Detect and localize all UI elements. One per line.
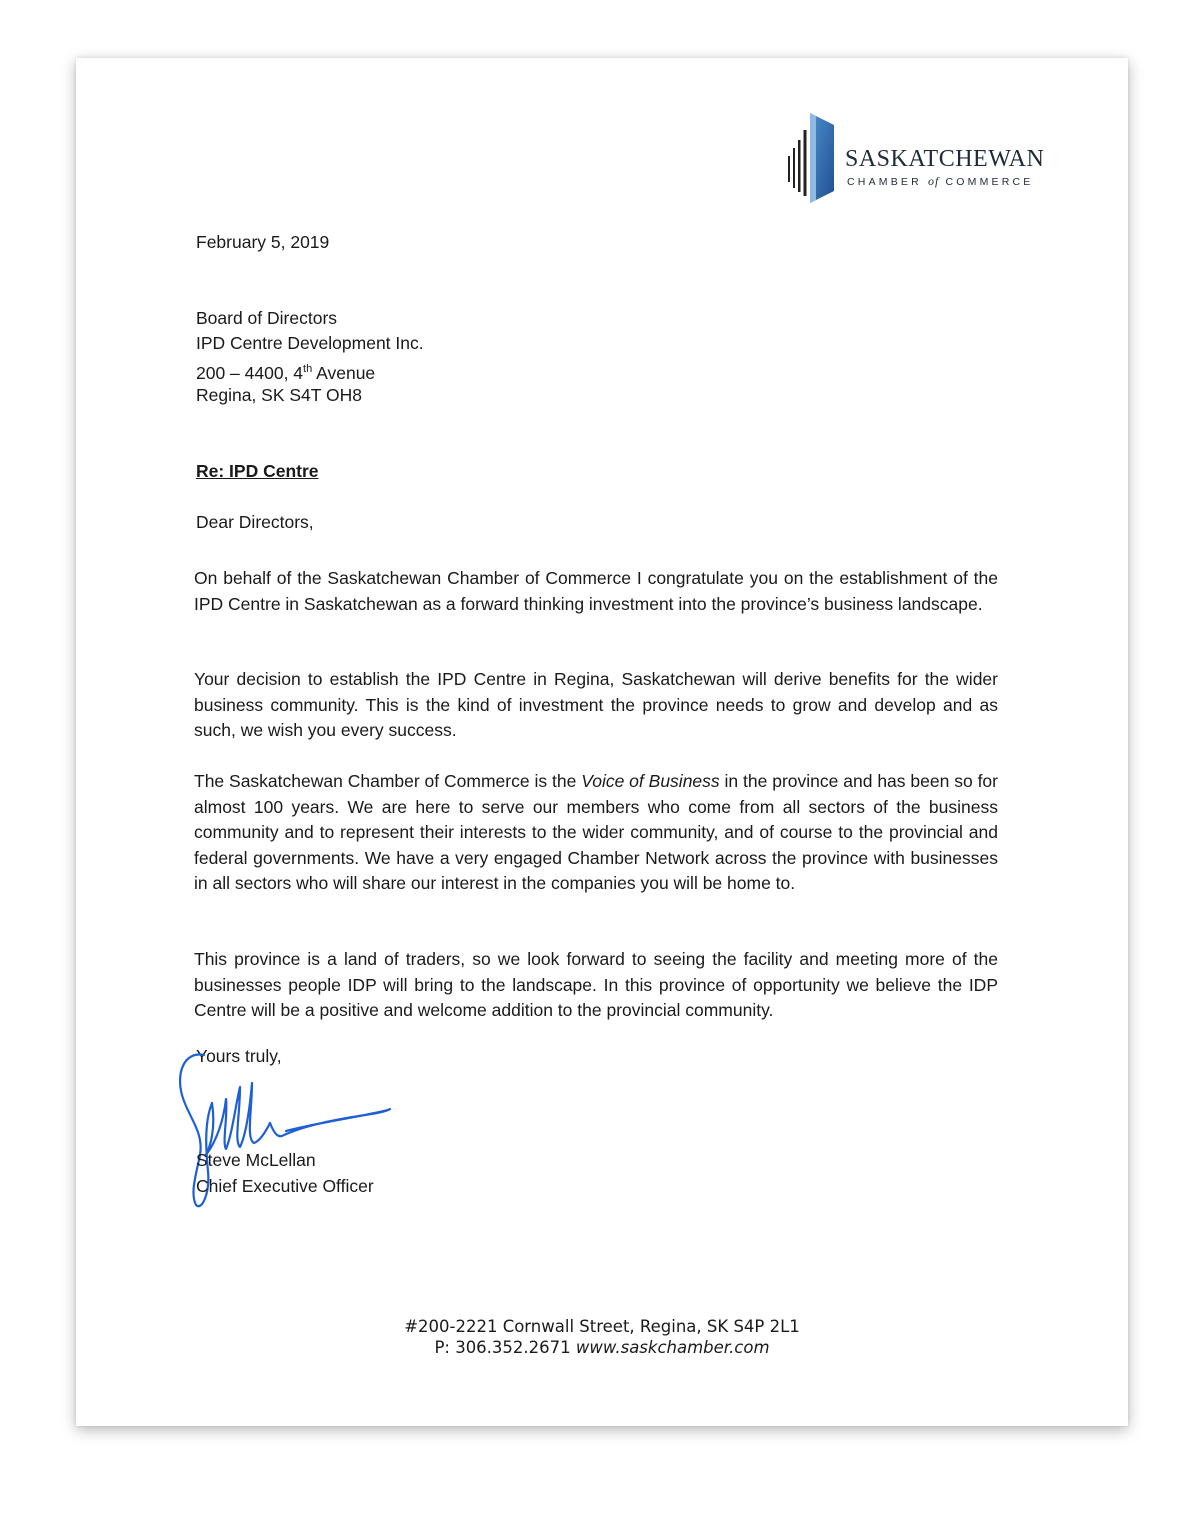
signer-title: Chief Executive Officer [196,1176,374,1196]
signer-name: Steve McLellan [196,1150,316,1170]
paragraph-2: Your decision to establish the IPD Centre in Regina, Saskatchewan will derive benefits for the wider business community. This is the kind of investment the province needs to grow and develop and as such, we wish you every success. [194,669,998,740]
recipient-line-4: Regina, SK S4T OH8 [196,385,363,405]
logo-subtitle: CHAMBER of COMMERCE [847,174,1034,188]
footer-phone: P: 306.352.2671 [434,1338,571,1357]
footer-website: www.saskchamber.com [575,1338,770,1357]
recipient-line-3: 200 – 4400, 4th Avenue [196,362,376,383]
footer-address: #200-2221 Cornwall Street, Regina, SK S4P 2L1 [404,1317,800,1336]
footer-contact [76,1337,1128,1358]
paragraph-4: This province is a land of traders, so we look forward to seeing the facility and meeting more of the businesses people IDP will bring to the landscape. In this province of opportunity we believe the IDP Centre will be a positive and welcome addition to the provincial community. [194,949,998,1020]
logo-bars-mark [786,108,846,204]
subject-line: Re: IPD Centre [196,461,319,481]
salutation: Dear Directors, [196,512,314,532]
logo-wordmark: SASKATCHEWAN [845,146,1045,172]
closing: Yours truly, [196,1046,282,1066]
letter-date: February 5, 2019 [196,232,330,252]
letter-page [76,58,1128,1426]
paragraph-3: The Saskatchewan Chamber of Commerce is the Voice of Business in the province and has been so for almost 100 years. We are here to serve our members who come from all sectors of the business community and to represent their interests to the wider community, and of course to the provincial and federal governments. We have a very engaged Chamber Network across the province with businesses in all sectors who will share our interest in the companies you will be home to. [194,771,998,893]
recipient-line-2: IPD Centre Development Inc. [196,333,424,353]
paragraph-1: On behalf of the Saskatchewan Chamber of Commerce I congratulate you on the establishment of the IPD Centre in Saskatchewan as a forward thinking investment into the province’s business landscape. [194,568,998,614]
chamber-logo [786,108,1076,204]
recipient-line-1: Board of Directors [196,308,338,328]
